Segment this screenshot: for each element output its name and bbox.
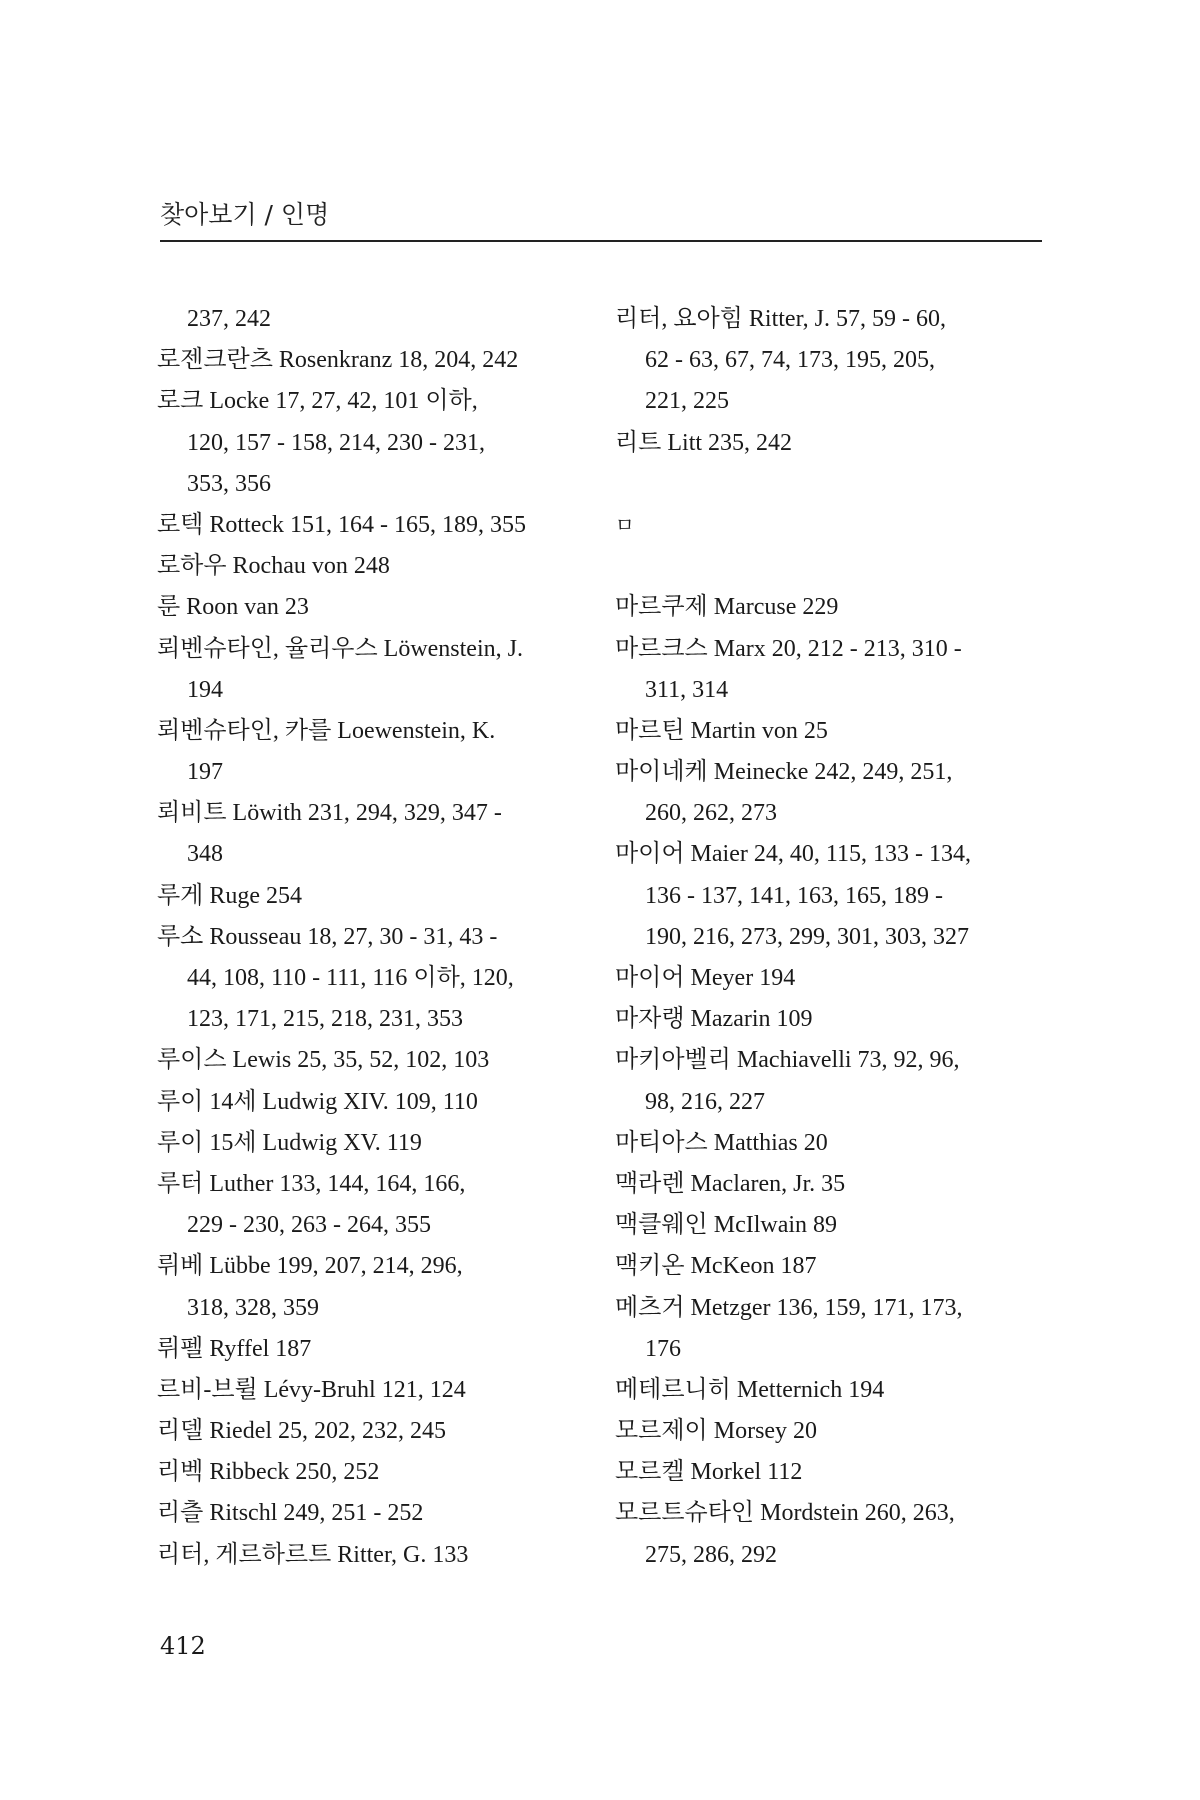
index-entry: 맥라렌 Maclaren, Jr. 35 [615, 1170, 846, 1197]
index-column-right [615, 299, 1065, 1576]
section-heading: ㅁ [615, 512, 635, 537]
index-entry: 루이 14세 Ludwig XIV. 109, 110 [157, 1088, 478, 1115]
index-entry: 룬 Roon van 23 [157, 594, 309, 621]
index-entry: 리벡 Ribbeck 250, 252 [157, 1459, 380, 1486]
index-entry: 로젠크란츠 Rosenkranz 18, 204, 242 [157, 347, 519, 374]
page-number: 412 [160, 1632, 206, 1660]
index-entry-continuation: 176 [645, 1335, 681, 1362]
index-entry: 리트 Litt 235, 242 [615, 429, 793, 456]
index-entry: 리츨 Ritschl 249, 251 - 252 [157, 1500, 424, 1527]
index-entry-continuation: 190, 216, 273, 299, 301, 303, 327 [645, 923, 969, 950]
index-entry-continuation: 194 [187, 676, 223, 703]
index-entry: 뤼펠 Ryffel 187 [157, 1335, 312, 1362]
index-entry: 맥클웨인 McIlwain 89 [615, 1212, 838, 1239]
section-gap [615, 464, 1065, 505]
index-entry: 마티아스 Matthias 20 [615, 1129, 828, 1156]
section-gap [615, 546, 1065, 587]
index-entry: 마르크스 Marx 20, 212 - 213, 310 - [615, 635, 962, 662]
index-entry-continuation: 353, 356 [187, 470, 271, 497]
index-entry: 마이어 Meyer 194 [615, 965, 796, 991]
index-entry: 루이스 Lewis 25, 35, 52, 102, 103 [157, 1047, 490, 1074]
index-entry-continuation: 318, 328, 359 [187, 1294, 319, 1321]
index-entry: 마자랭 Mazarin 109 [615, 1006, 813, 1033]
index-entry-continuation: 120, 157 - 158, 214, 230 - 231, [187, 429, 485, 456]
index-entry: 메츠거 Metzger 136, 159, 171, 173, [615, 1294, 963, 1321]
index-entry: 리터, 게르하르트 Ritter, G. 133 [157, 1541, 469, 1568]
index-entry-continuation: 348 [187, 841, 223, 868]
index-entry-continuation: 197 [187, 759, 223, 786]
index-entry: 루소 Rousseau 18, 27, 30 - 31, 43 - [157, 923, 498, 950]
index-entry: 로텍 Rotteck 151, 164 - 165, 189, 355 [157, 511, 527, 538]
index-entry: 루터 Luther 133, 144, 164, 166, [157, 1170, 466, 1197]
index-entry: 뢰벤슈타인, 카를 Loewenstein, K. [157, 717, 496, 744]
index-entry-continuation: 221, 225 [645, 388, 729, 415]
index-entry: 뤼베 Lübbe 199, 207, 214, 296, [157, 1253, 463, 1280]
index-entry: 르비-브륄 Lévy-Bruhl 121, 124 [157, 1376, 466, 1403]
index-entry: 마르틴 Martin von 25 [615, 717, 828, 744]
running-header: 찾아보기 / 인명 [160, 200, 330, 229]
index-entry-continuation: 275, 286, 292 [645, 1541, 777, 1568]
index-entry-continuation: 62 - 63, 67, 74, 173, 195, 205, [645, 347, 935, 374]
index-entry-continuation: 311, 314 [645, 676, 729, 703]
index-entry: 루이 15세 Ludwig XV. 119 [157, 1129, 422, 1156]
index-entry-continuation: 44, 108, 110 - 111, 116 이하, 120, [187, 965, 514, 991]
header-rule [160, 240, 1042, 242]
index-entry-continuation: 98, 216, 227 [645, 1088, 765, 1115]
index-entry: 리델 Riedel 25, 202, 232, 245 [157, 1418, 447, 1445]
index-entry-continuation: 229 - 230, 263 - 264, 355 [187, 1212, 431, 1239]
index-column-left [157, 299, 607, 1576]
index-entry: 모르제이 Morsey 20 [615, 1418, 818, 1445]
index-entry-continuation: 123, 171, 215, 218, 231, 353 [187, 1006, 463, 1033]
index-entry: 리터, 요아힘 Ritter, J. 57, 59 - 60, [615, 306, 946, 332]
index-entry: 마이어 Maier 24, 40, 115, 133 - 134, [615, 841, 971, 868]
index-entry: 마키아벨리 Machiavelli 73, 92, 96, [615, 1047, 960, 1074]
index-entry-continuation: 237, 242 [187, 306, 271, 332]
index-entry: 모르트슈타인 Mordstein 260, 263, [615, 1500, 955, 1527]
index-entry: 로크 Locke 17, 27, 42, 101 이하, [157, 388, 478, 415]
index-entry-continuation: 136 - 137, 141, 163, 165, 189 - [645, 882, 943, 909]
index-entry: 메테르니히 Metternich 194 [615, 1376, 885, 1403]
index-entry: 뢰벤슈타인, 율리우스 Löwenstein, J. [157, 635, 523, 662]
index-entry: 마르쿠제 Marcuse 229 [615, 594, 839, 621]
index-entry: 뢰비트 Löwith 231, 294, 329, 347 - [157, 800, 502, 827]
index-entry: 마이네케 Meinecke 242, 249, 251, [615, 759, 953, 786]
index-entry: 모르켈 Morkel 112 [615, 1459, 803, 1486]
index-entry-continuation: 260, 262, 273 [645, 800, 777, 827]
index-entry: 루게 Ruge 254 [157, 882, 303, 909]
index-entry: 맥키온 McKeon 187 [615, 1253, 817, 1280]
index-entry: 로하우 Rochau von 248 [157, 553, 390, 580]
